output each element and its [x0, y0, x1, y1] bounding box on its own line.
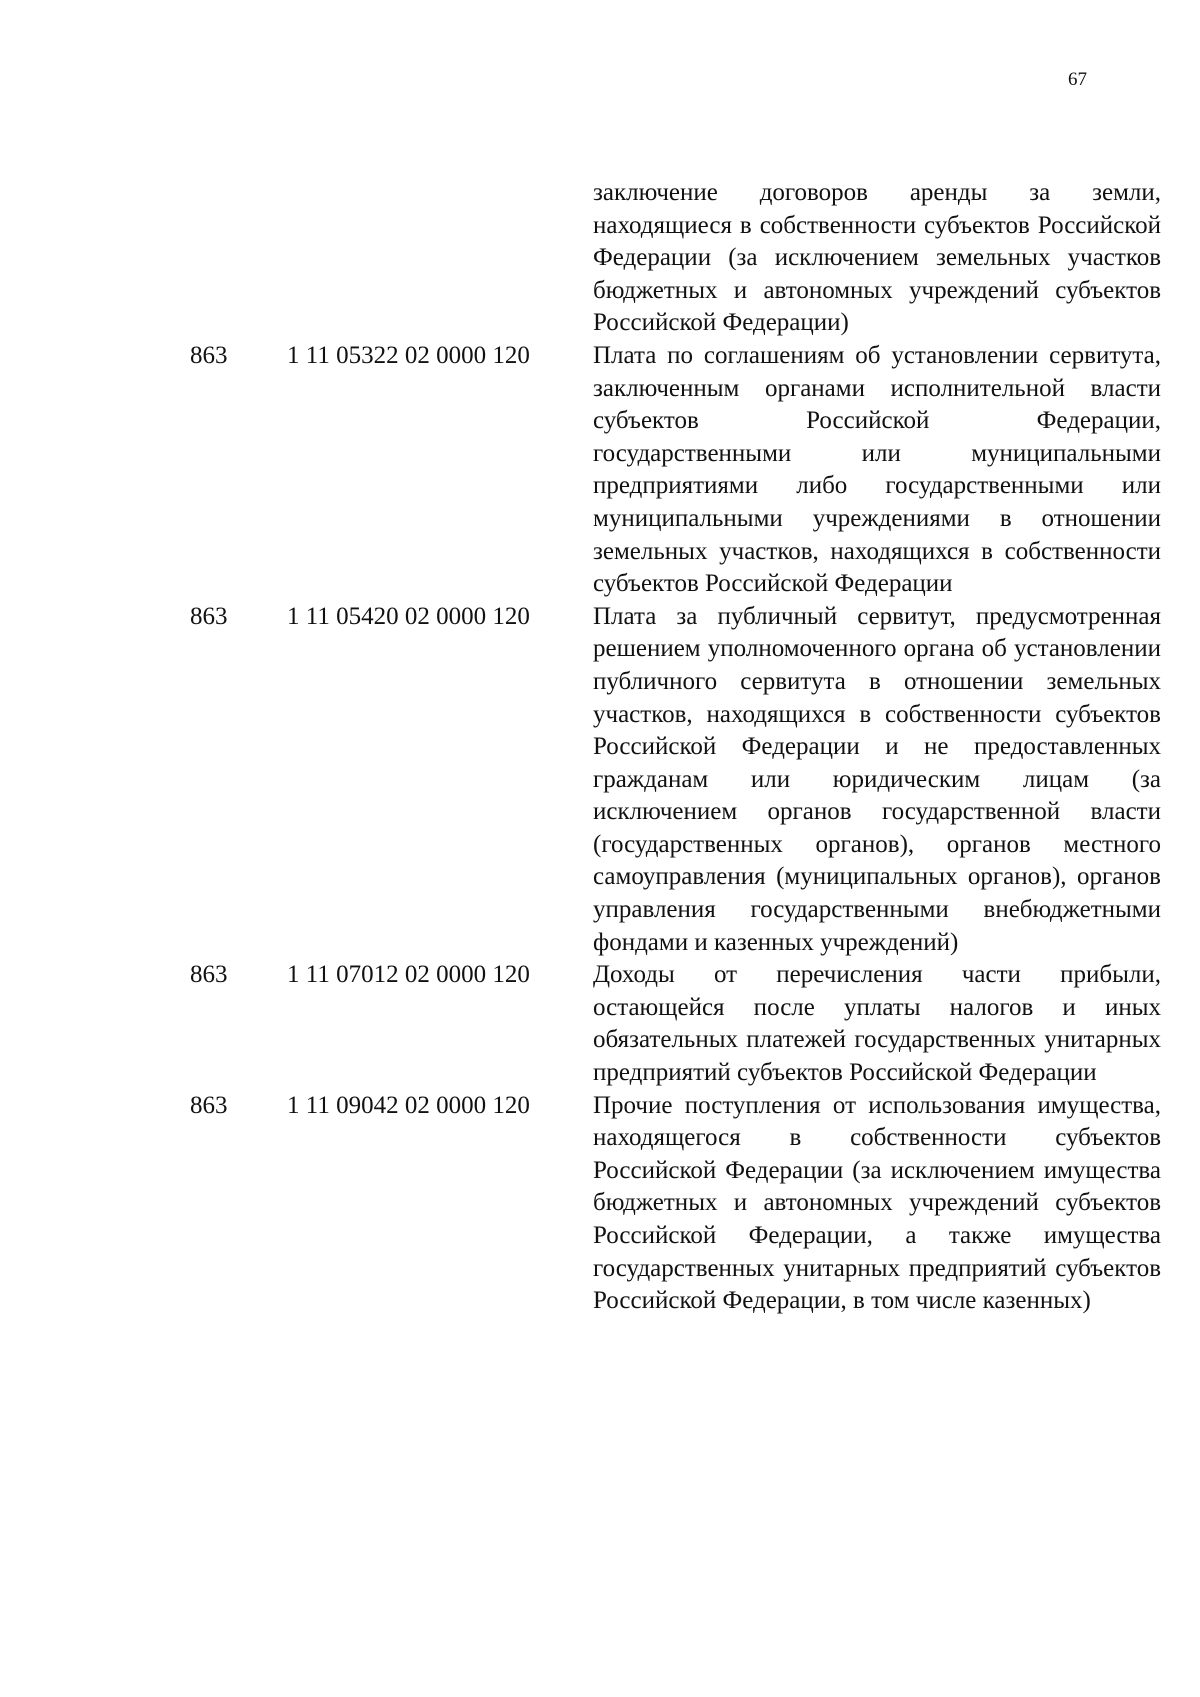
administrator-code: 863 [190, 961, 228, 989]
budget-classification-code: 1 11 05322 02 0000 120 [287, 341, 530, 369]
table-row [190, 1090, 1162, 1318]
revenue-code-table [190, 177, 1162, 1318]
revenue-description: Доходы от перечисления части прибыли, остающейся после уплаты налогов и иных обязательных платежей государственных унитарных предприятий субъектов Российской Федерации [593, 961, 1161, 1087]
budget-classification-code: 1 11 07012 02 0000 120 [287, 961, 530, 989]
revenue-description: заключение договоров аренды за земли, находящиеся в собственности субъектов Российской Федерации (за исключением земельных участков бюджетных и автономных учреждений субъектов Российской Федерации) [593, 179, 1161, 337]
revenue-description: Плата за публичный сервитут, предусмотренная решением уполномоченного органа об установлении публичного сервитута в отношении земельных участков, находящихся в собственности субъектов Российской Федерации и не предоставленных гражданам или юридическим лицам (за исключением органов государственной власти (государственных органов), органов местного самоуправления (муниципальных органов), органов управления государственными внебюджетными фондами и казенных учреждений) [593, 602, 1161, 956]
page-number: 67 [1068, 69, 1087, 90]
revenue-description: Прочие поступления от использования имущества, находящегося в собственности субъектов Российской Федерации (за исключением имущества бюджетных и автономных учреждений субъектов Российской Федерации, а также имущества государственных унитарных предприятий субъектов Российской Федерации, в том числе казенных) [593, 1091, 1161, 1315]
table-row [190, 177, 1162, 340]
table-row [190, 340, 1162, 601]
budget-classification-code: 1 11 05420 02 0000 120 [287, 602, 530, 630]
administrator-code: 863 [190, 341, 228, 369]
revenue-description: Плата по соглашениям об установлении сервитута, заключенным органами исполнительной власти субъектов Российской Федерации, государственными или муниципальными предприятиями либо государственными или муниципальными учреждениями в отношении земельных участков, находящихся в собственности субъектов Российской Федерации [593, 341, 1161, 598]
budget-classification-code: 1 11 09042 02 0000 120 [287, 1091, 530, 1119]
table-row [190, 959, 1162, 1089]
table-row [190, 601, 1162, 960]
administrator-code: 863 [190, 602, 228, 630]
administrator-code: 863 [190, 1091, 228, 1119]
